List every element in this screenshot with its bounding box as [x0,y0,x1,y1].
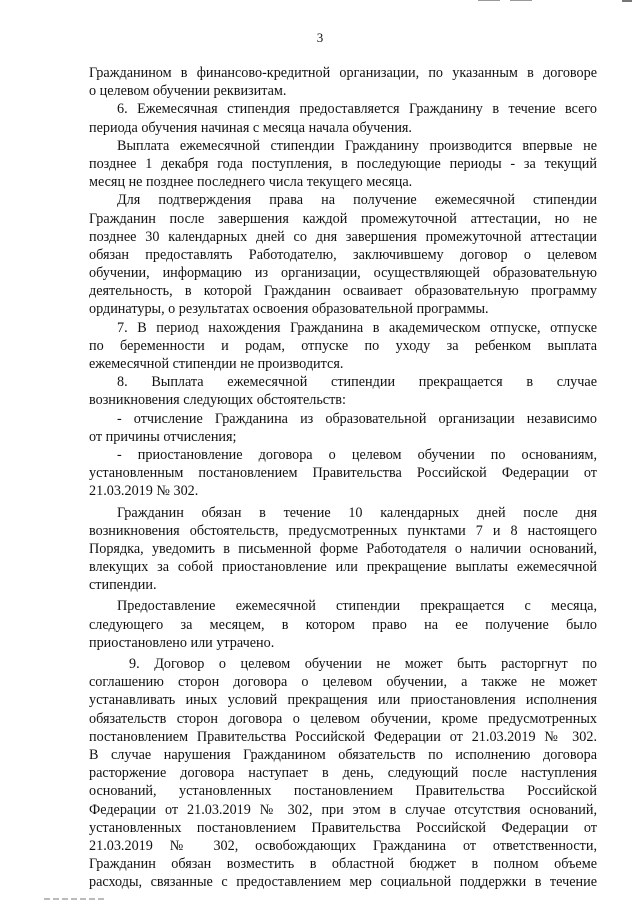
text-line: 9. Договор о целевом обучении не может быть расторгнут по [129,656,597,672]
text-line: возникновения следующих обстоятельств: [89,392,346,409]
text-line: постановлением Правительства Российской Федерации от 21.03.2019 № 302. [89,728,597,745]
text-line: расходы, связанные с предоставлением мер социальной поддержки в течение [89,874,597,891]
text-line: установленным постановлением Правительства Российской Федерации от [89,465,597,482]
text-line: Федерации от 21.03.2019 № 302, при этом в случае отсутствия оснований, [89,801,597,818]
text-line: стипендии. [89,577,157,594]
text-line: Гражданин обязан в течение 10 календарных дней после дня [117,504,597,521]
text-line: расторжение договора наступает в день, следующий после наступления [89,765,597,782]
text-line: возникновения обстоятельств, предусмотренных пунктами 7 и 8 настоящего [89,522,597,539]
text-line: обязательств сторон договора о целевом обучении, кроме предусмотренных [89,710,597,727]
text-line: - отчисление Гражданина из образовательной организации независимо [117,410,597,427]
text-line: Гражданин после завершения каждой промежуточной аттестации, но не [89,210,597,227]
text-line: Предоставление ежемесячной стипендии прекращается с месяца, [117,598,597,615]
text-line: В случае нарушения Гражданином обязательств по исполнению договора [89,746,597,763]
text-line: 21.03.2019 № 302, освобождающих Гражданина от ответственности, [89,837,597,854]
text-line: 8. Выплата ежемесячной стипендии прекращается в случае [117,374,597,391]
scan-artifact-top-tick [622,0,632,2]
text-line: оснований, установленных постановлением Правительства Российской [89,783,597,800]
text-line: 6. Ежемесячная стипендия предоставляется Гражданину в течение всего [117,101,597,118]
text-line: Для подтверждения права на получение ежемесячной стипендии [117,192,597,209]
page-number: 3 [316,30,324,45]
text-line: устанавливать иных условий прекращения или приостановления исполнения [89,692,597,709]
text-line: Порядка, уведомить в письменной форме Работодателя о наличии оснований, [89,540,597,557]
text-line: - приостановление договора о целевом обучении по основаниям, [117,446,597,463]
text-line: позднее 1 декабря года поступления, в последующие периоды - за текущий [89,155,597,172]
text-line: ежемесячной стипендии не производится. [89,356,344,372]
text-line: Гражданином в финансово-кредитной организации, по указанным в договоре [89,65,597,81]
text-line: деятельность, в которой Гражданин осваивает образовательную программу [89,283,597,300]
text-line: периода обучения начиная с месяца начала обучения. [89,119,412,136]
text-line: 7. В период нахождения Гражданина в академическом отпуске, отпуске [117,319,597,336]
scan-artifact-bottom-mark [44,898,104,900]
text-line: 21.03.2019 № 302. [89,483,199,500]
text-line: ординатуры, о результатах освоения образовательной программы. [89,301,489,318]
text-line: соглашению сторон договора о целевом обучении, а также не может [89,674,597,691]
text-line: следующего за месяцем, в котором право на ее получение было [89,616,597,633]
document-body [89,64,597,891]
text-line: обязан предоставлять Работодателю, заключившему договор о целевом [89,246,597,263]
text-line: влекущих за собой приостановление или прекращение выплаты ежемесячной [89,559,597,576]
text-line: позднее 30 календарных дней со дня завершения промежуточной аттестации [89,228,597,245]
text-line: по беременности и родам, отпуске по уходу за ребенком выплата [89,337,597,354]
text-line: месяц не позднее последнего числа текущего месяца. [89,174,413,191]
scan-artifact-top-line [478,0,500,1]
text-line: приостановлено или утрачено. [89,634,275,651]
scan-artifact-top-line-2 [510,0,532,1]
text-line: обучении, информацию из организации, осуществляющей образовательную [89,265,597,282]
text-line: о целевом обучении реквизитам. [89,83,287,100]
text-line: установленных постановлением Правительства Российской Федерации от [89,819,597,836]
text-line: Выплата ежемесячной стипендии Гражданину производится впервые не [117,137,597,154]
text-line: Гражданин обязан возместить в областной бюджет в полном объеме [89,856,597,873]
text-line: от причины отчисления; [89,428,237,445]
